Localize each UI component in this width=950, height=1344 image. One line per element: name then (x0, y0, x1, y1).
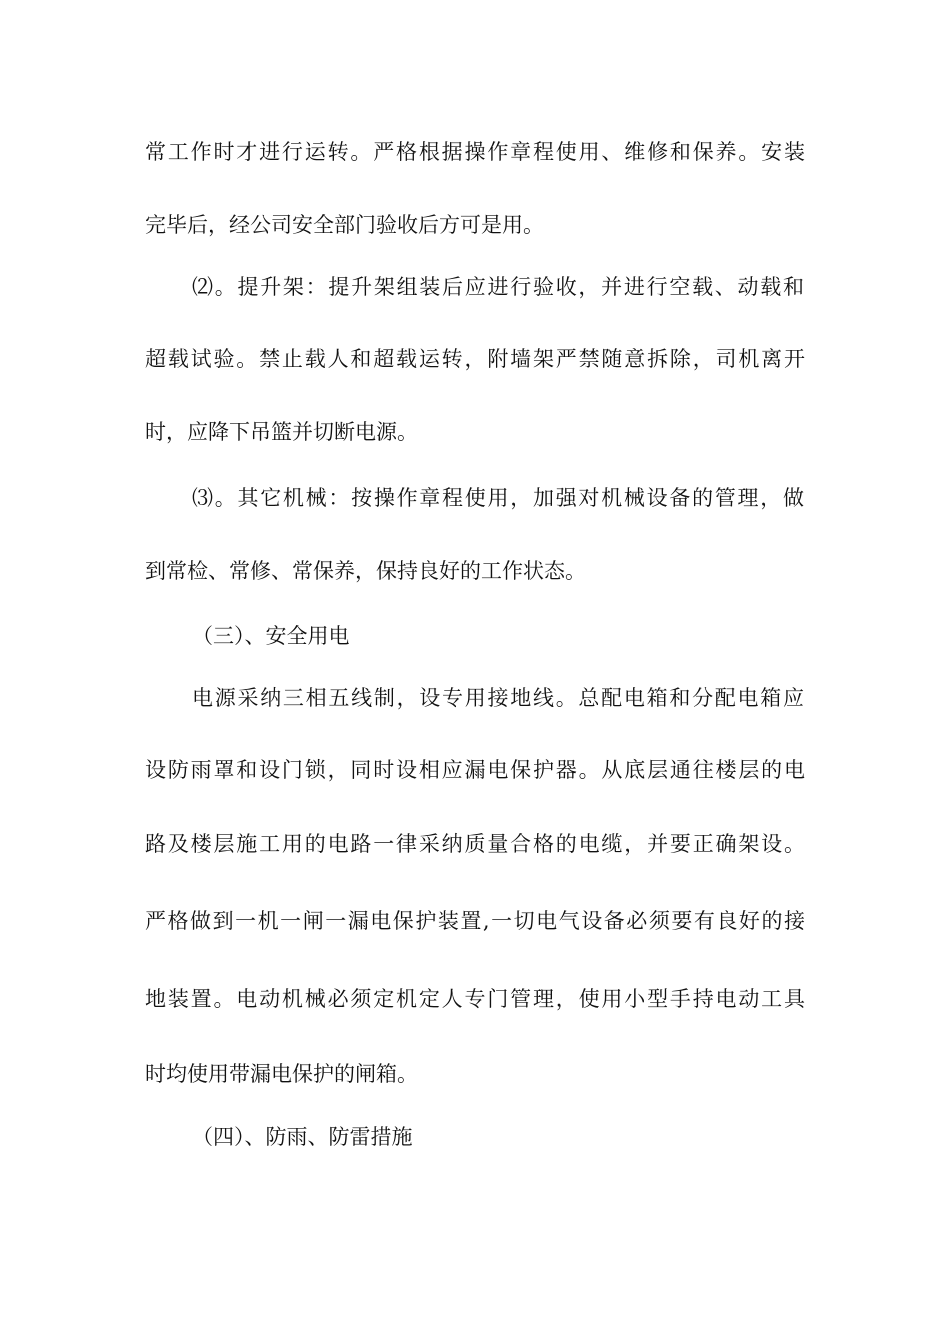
paragraph-line: 超载试验。禁止载人和超载运转，附墙架严禁随意拆除，司机离开 (145, 347, 805, 371)
paragraph-line: 完毕后，经公司安全部门验收后方可是用。 (145, 213, 544, 237)
paragraph-line: 设防雨罩和设门锁，同时设相应漏电保护器。从底层通往楼层的电 (145, 758, 805, 782)
paragraph-line: 时均使用带漏电保护的闸箱。 (145, 1062, 418, 1086)
paragraph-line: 严格做到一机一闸一漏电保护装置,一切电气设备必须要有良好的接 (145, 909, 805, 933)
paragraph-line: 地装置。电动机械必须定机定人专门管理，使用小型手持电动工具 (145, 987, 805, 1011)
paragraph-line: 路及楼层施工用的电路一律采纳质量合格的电缆，并要正确架设。 (145, 832, 805, 856)
paragraph-line: 电源采纳三相五线制，设专用接地线。总配电箱和分配电箱应 (192, 686, 804, 710)
paragraph-line: 常工作时才进行运转。严格根据操作章程使用、维修和保养。安装 (145, 140, 805, 164)
paragraph-line: ⑶。其它机械：按操作章程使用，加强对机械设备的管理，做 (192, 486, 804, 510)
paragraph-line: 时，应降下吊篮并切断电源。 (145, 420, 418, 444)
section-heading: （三）、安全用电 (192, 624, 350, 648)
paragraph-line: ⑵。提升架：提升架组装后应进行验收，并进行空载、动载和 (192, 275, 804, 299)
section-heading: （四）、防雨、防雷措施 (192, 1125, 413, 1149)
paragraph-line: 到常检、常修、常保养，保持良好的工作状态。 (145, 559, 586, 583)
